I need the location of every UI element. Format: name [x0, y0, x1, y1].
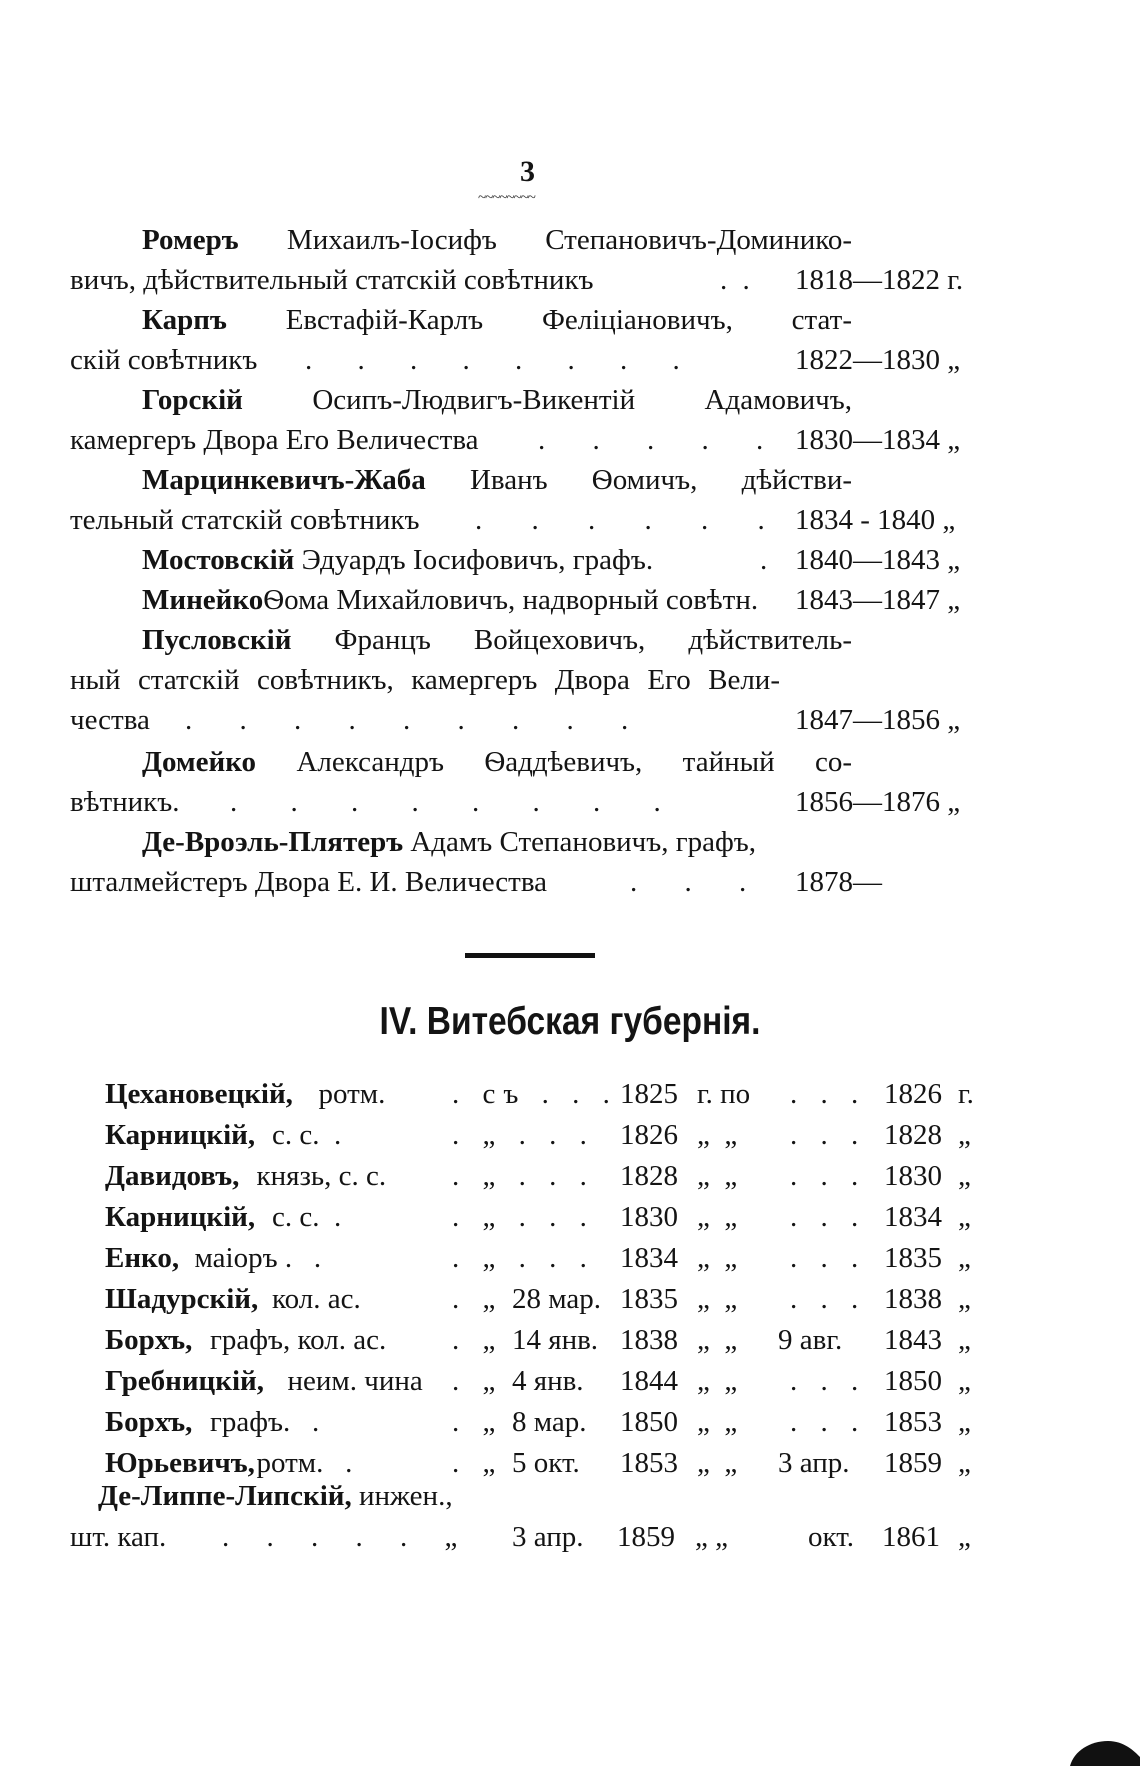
ditto-marks: „ „ [697, 1365, 738, 1397]
official-description-cont: вичъ, дѣйствительный статскій совѣтникъ [70, 264, 594, 296]
leader-dots: . [760, 544, 772, 576]
governor-name: Енко, [105, 1242, 180, 1274]
governor-row [0, 1283, 1140, 1323]
ditto-mark: „ [958, 1406, 971, 1438]
official-name: Минейко [142, 584, 264, 616]
leader-dots: . . . . . „ [222, 1521, 473, 1553]
ditto-marks: „ „ [697, 1406, 738, 1438]
official-description-cont: шталмейстеръ Двора Е. И. Величества [70, 866, 548, 898]
governor-name: Карницкій, [105, 1201, 256, 1233]
official-description: Осипъ-Людвигъ-Викентій Адамовичъ, [312, 384, 853, 416]
official-description: Александръ Ѳаддѣевичъ, тайный со- [296, 746, 853, 778]
official-entry [70, 460, 980, 540]
governor-rank: с. с. . [272, 1201, 342, 1233]
leader-dots: . . [720, 264, 754, 296]
governor-name: Борхъ, [105, 1406, 193, 1438]
ditto-marks: „ „ [697, 1242, 738, 1274]
official-name: Горскій [142, 384, 243, 416]
ditto-mark: „ [958, 1160, 971, 1192]
start-year: 1828 [620, 1160, 678, 1192]
start-year: 1838 [620, 1324, 678, 1356]
governor-rank: ротм. [318, 1078, 386, 1110]
official-entry [70, 742, 980, 822]
official-name: Пусловскій [142, 624, 292, 656]
official-description-cont: тельный статскій совѣтникъ [70, 504, 420, 536]
governor-row [0, 1324, 1140, 1364]
end-year: 1843 [884, 1324, 942, 1356]
governor-row [0, 1365, 1140, 1405]
end-day: 9 авг. [778, 1324, 843, 1356]
leader-dots: . „ [452, 1365, 504, 1397]
official-description: Адамъ Степановичъ, графъ, [410, 826, 757, 858]
official-description-cont: скій совѣтникъ [70, 344, 258, 376]
governor-row [0, 1078, 1140, 1118]
leader-dots: . . . . . . . . . [185, 704, 649, 736]
tenure-years: 1830—1834 „ [795, 424, 961, 456]
start-year: 1859 [617, 1521, 675, 1553]
official-name: Домейко [142, 746, 257, 778]
ink-blot-icon [1068, 1733, 1140, 1766]
end-year: 1850 [884, 1365, 942, 1397]
official-name: Де-Вроэль-Плятеръ [142, 826, 404, 858]
governor-name: Де-Липпе-Липскій, [98, 1480, 352, 1512]
ditto-marks: „ „ [697, 1447, 738, 1479]
official-entry [70, 580, 980, 620]
leader-dots: . съ . . . [452, 1078, 618, 1110]
end-day: окт. [808, 1521, 854, 1553]
end-year: 1834 [884, 1201, 942, 1233]
leader-dots: . . . . . . . . [305, 344, 699, 376]
start-year: 1853 [620, 1447, 678, 1479]
leader-dots: . . . [790, 1119, 867, 1151]
leader-dots: . „ . . . [452, 1119, 595, 1151]
end-year: 1838 [884, 1283, 942, 1315]
tenure-years: 1822—1830 „ [795, 344, 961, 376]
start-year: 1835 [620, 1283, 678, 1315]
leader-dots: . „ [452, 1283, 504, 1315]
official-entry [70, 822, 980, 902]
ditto-marks: г. по [697, 1078, 751, 1110]
official-entry [70, 220, 980, 300]
ditto-mark: „ [958, 1283, 971, 1315]
official-description: Ѳома Михайловичъ, надворный совѣтн. [263, 584, 759, 616]
governor-rank: ротм. . [256, 1447, 353, 1479]
tenure-years: 1856—1876 „ [795, 786, 961, 818]
governor-name: Борхъ, [105, 1324, 193, 1356]
tenure-years: 1843—1847 „ [795, 584, 961, 616]
governor-name: Шадурскій, [105, 1283, 259, 1315]
leader-dots: . . . [790, 1201, 867, 1233]
start-year: 1850 [620, 1406, 678, 1438]
official-description: Иванъ Ѳомичъ, дѣйстви- [469, 464, 853, 496]
section-divider [465, 953, 595, 958]
tenure-years: 1847—1856 „ [795, 704, 961, 736]
governor-rank: инжен., [358, 1480, 453, 1512]
governor-rank: с. с. . [272, 1119, 342, 1151]
start-day: 3 апр. [512, 1521, 584, 1553]
governor-name: Гребницкій, [105, 1365, 264, 1397]
start-year: 1826 [620, 1119, 678, 1151]
official-name: Карпъ [142, 304, 227, 336]
ditto-mark: „ [958, 1242, 971, 1274]
leader-dots: . „ [452, 1406, 504, 1438]
governor-name: Цехановецкій, [105, 1078, 293, 1110]
governor-rank: графъ, кол. ас. [210, 1324, 387, 1356]
leader-dots: . „ [452, 1324, 504, 1356]
governor-name: Юрьевичъ, [105, 1447, 255, 1479]
ornament-squiggle: ~~~~~~~~ [478, 190, 535, 206]
official-description-cont: вѣтникъ. [70, 786, 180, 818]
leader-dots: . . . [790, 1365, 867, 1397]
end-year: 1835 [884, 1242, 942, 1274]
start-year: 1834 [620, 1242, 678, 1274]
ditto-marks: „ „ [697, 1283, 738, 1315]
tenure-years: 1834 - 1840 „ [795, 504, 956, 536]
end-year: 1828 [884, 1119, 942, 1151]
official-description: Эдуардъ Іосифовичъ, графъ. [301, 544, 654, 576]
ditto-mark: „ [958, 1324, 971, 1356]
ditto-marks: „ „ [697, 1119, 738, 1151]
official-entry [70, 380, 980, 460]
governor-rank: маіоръ . . [194, 1242, 322, 1274]
end-year: 1830 [884, 1160, 942, 1192]
leader-dots: . . . [790, 1283, 867, 1315]
leader-dots: . . . [790, 1078, 867, 1110]
official-entry [70, 540, 980, 580]
ditto-mark: „ [958, 1201, 971, 1233]
leader-dots: . „ . . . [452, 1242, 595, 1274]
tenure-years: 1878— [795, 866, 882, 898]
start-year: 1830 [620, 1201, 678, 1233]
page-number: 3 [520, 155, 535, 188]
governor-row [0, 1160, 1140, 1200]
ditto-marks: „ „ [697, 1160, 738, 1192]
leader-dots: . . . [630, 866, 767, 898]
start-day: 14 янв. [512, 1324, 599, 1356]
official-name: Мостовскій [142, 544, 295, 576]
official-description: Михаилъ-Іосифъ Степановичъ-Доминико- [286, 224, 853, 256]
ditto-mark: „ [958, 1447, 971, 1479]
leader-dots: . . . [790, 1160, 867, 1192]
official-description: Францъ Войцеховичъ, дѣйствитель- [334, 624, 852, 656]
start-day: 5 окт. [512, 1447, 580, 1479]
leader-dots: . . . . . . [475, 504, 786, 536]
official-entry [70, 620, 980, 740]
leader-dots: . . . . . . . . [230, 786, 684, 818]
ditto-mark: „ [958, 1119, 971, 1151]
governor-rank: графъ. . [210, 1406, 320, 1438]
official-description-cont: камергеръ Двора Его Величества [70, 424, 479, 456]
governor-row [0, 1406, 1140, 1446]
ditto-mark: „ [958, 1521, 971, 1553]
end-year: 1861 [882, 1521, 940, 1553]
end-year: 1853 [884, 1406, 942, 1438]
official-description: Евстафій-Карлъ Феліціановичъ, стат- [285, 304, 852, 336]
governor-rank: князь, с. с. [256, 1160, 387, 1192]
official-name: Марцинкевичъ-Жаба [142, 464, 426, 496]
official-description-cont: чества [70, 704, 150, 736]
start-day: 8 мар. [512, 1406, 587, 1438]
start-day: 28 мар. [512, 1283, 602, 1315]
official-name: Ромеръ [142, 224, 239, 256]
governor-row [0, 1201, 1140, 1241]
official-entry [70, 300, 980, 380]
end-year: 1859 [884, 1447, 942, 1479]
leader-dots: . . . [790, 1242, 867, 1274]
official-description-cont: ный статскій совѣтникъ, камергеръ Двора Его Вели- [70, 664, 780, 696]
leader-dots: . „ . . . [452, 1160, 595, 1192]
ditto-marks: „ „ [697, 1324, 738, 1356]
start-day: 4 янв. [512, 1365, 584, 1397]
end-day: 3 апр. [778, 1447, 850, 1479]
start-year: 1825 [620, 1078, 678, 1110]
ditto-mark: г. [958, 1078, 974, 1110]
governor-name: Давидовъ, [105, 1160, 240, 1192]
leader-dots: . . . [790, 1406, 867, 1438]
section-title: IV. Витебская губернія. [379, 1000, 761, 1043]
tenure-years: 1818—1822 г. [795, 264, 964, 296]
governor-row [0, 1242, 1140, 1282]
leader-dots: . „ [452, 1447, 504, 1479]
ditto-marks: „ „ [697, 1201, 738, 1233]
ditto-marks: „ „ [695, 1521, 728, 1553]
governor-row [0, 1119, 1140, 1159]
governor-rank: неим. чина [287, 1365, 423, 1397]
leader-dots: . „ . . . [452, 1201, 595, 1233]
governor-name: Карницкій, [105, 1119, 256, 1151]
end-year: 1826 [884, 1078, 942, 1110]
governor-rank-cont: шт. кап. [70, 1521, 167, 1553]
leader-dots: . . . . . [538, 424, 784, 456]
governor-rank: кол. ас. [272, 1283, 361, 1315]
tenure-years: 1840—1843 „ [795, 544, 961, 576]
ditto-mark: „ [958, 1365, 971, 1397]
start-year: 1844 [620, 1365, 678, 1397]
